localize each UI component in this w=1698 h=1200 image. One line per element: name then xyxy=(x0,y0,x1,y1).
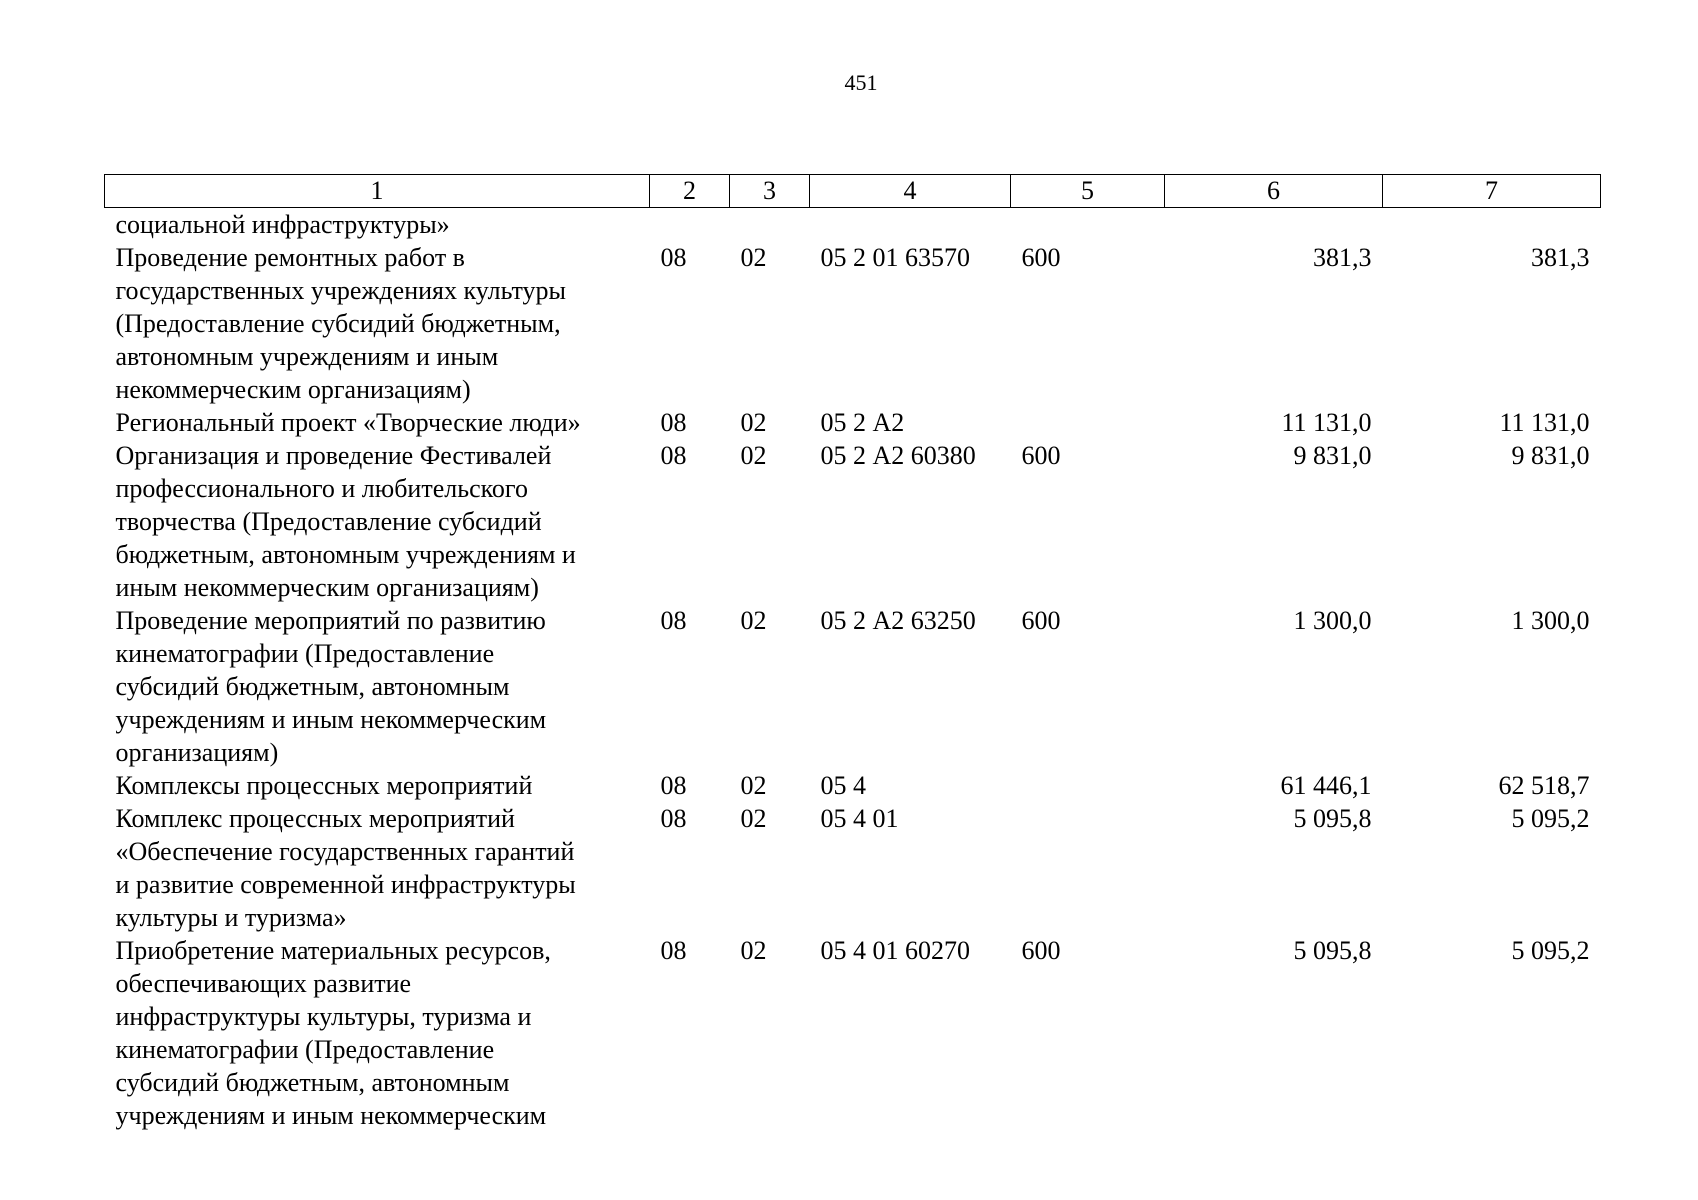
cell-target-article: 05 2 А2 63250 xyxy=(820,606,976,635)
cell-amount-2: 381,3 xyxy=(1531,243,1590,272)
cell-amount-2: 1 300,0 xyxy=(1511,606,1590,635)
cell-expense-type xyxy=(1011,406,1165,439)
cell-target-article: 05 4 01 60270 xyxy=(820,936,970,965)
cell-expense-type xyxy=(1011,802,1165,934)
header-col-1: 1 xyxy=(105,175,650,208)
cell-section: 08 xyxy=(660,243,687,272)
cell-target-article: 05 2 А2 xyxy=(820,408,905,437)
cell-amount-2: 5 095,2 xyxy=(1511,804,1590,833)
cell-subsection: 02 xyxy=(740,936,767,965)
cell-amount-1: 5 095,8 xyxy=(1293,936,1372,965)
cell-expense-type xyxy=(1011,208,1165,242)
cell-target-article: 05 4 xyxy=(820,771,866,800)
header-row xyxy=(105,175,1601,208)
cell-subsection: 02 xyxy=(740,606,767,635)
cell-target-article: 05 2 А2 60380 xyxy=(820,441,976,470)
cell-amount-1: 11 131,0 xyxy=(1281,408,1372,437)
cell-amount-2: 62 518,7 xyxy=(1498,771,1590,800)
header-col-2: 2 xyxy=(650,175,730,208)
cell-subsection xyxy=(730,208,810,242)
cell-target-article xyxy=(810,208,1011,242)
header-col-5: 5 xyxy=(1011,175,1165,208)
cell-section: 08 xyxy=(660,408,687,437)
cell-name: Комплекс процессных мероприятий «Обеспечение государственных гарантий и развитие современной инфраструктуры культуры и туризма» xyxy=(115,804,576,932)
budget-table xyxy=(104,174,1601,1132)
table-row xyxy=(105,802,1601,934)
table-row xyxy=(105,241,1601,406)
table-header xyxy=(105,175,1601,208)
cell-section: 08 xyxy=(660,771,687,800)
cell-amount-1: 381,3 xyxy=(1313,243,1372,272)
cell-name: Приобретение материальных ресурсов, обеспечивающих развитие инфраструктуры культуры, туризма и кинематографии (Предоставление субсидий бюджетным, автономным учреждениям и иным некоммерческим xyxy=(115,936,551,1130)
cell-section xyxy=(650,208,730,242)
table-row xyxy=(105,604,1601,769)
cell-section: 08 xyxy=(660,441,687,470)
cell-amount-1: 9 831,0 xyxy=(1293,441,1372,470)
cell-amount-2: 9 831,0 xyxy=(1511,441,1590,470)
page-number: 451 xyxy=(844,70,878,95)
header-col-6: 6 xyxy=(1165,175,1383,208)
cell-amount-1: 1 300,0 xyxy=(1293,606,1372,635)
cell-target-article: 05 2 01 63570 xyxy=(820,243,970,272)
cell-subsection: 02 xyxy=(740,243,767,272)
cell-subsection: 02 xyxy=(740,441,767,470)
cell-name: Проведение ремонтных работ в государственных учреждениях культуры (Предоставление субсидий бюджетным, автономным учреждениям и иным некоммерческим организациям) xyxy=(115,243,566,404)
cell-subsection: 02 xyxy=(740,771,767,800)
cell-section: 08 xyxy=(660,936,687,965)
cell-subsection: 02 xyxy=(740,804,767,833)
header-col-4: 4 xyxy=(810,175,1011,208)
table-body xyxy=(105,208,1601,1133)
cell-name: Проведение мероприятий по развитию кинематографии (Предоставление субсидий бюджетным, автономным учреждениям и иным некоммерческим организациям) xyxy=(115,606,547,767)
cell-expense-type: 600 xyxy=(1021,606,1061,635)
cell-target-article: 05 4 01 xyxy=(820,804,899,833)
table-row xyxy=(105,439,1601,604)
header-col-3: 3 xyxy=(730,175,810,208)
cell-name: Организация и проведение Фестивалей профессионального и любительского творчества (Предоставление субсидий бюджетным, автономным учреждениям и иным некоммерческим организациям) xyxy=(115,441,576,602)
cell-name: социальной инфраструктуры» xyxy=(115,210,450,239)
cell-subsection: 02 xyxy=(740,408,767,437)
cell-amount-1 xyxy=(1165,208,1383,242)
cell-amount-2: 5 095,2 xyxy=(1511,936,1590,965)
cell-expense-type: 600 xyxy=(1021,441,1061,470)
cell-name: Региональный проект «Творческие люди» xyxy=(115,408,581,437)
cell-amount-1: 5 095,8 xyxy=(1293,804,1372,833)
cell-expense-type: 600 xyxy=(1021,243,1061,272)
cell-expense-type xyxy=(1011,769,1165,802)
cell-amount-2 xyxy=(1383,208,1601,242)
cell-expense-type: 600 xyxy=(1021,936,1061,965)
cell-section: 08 xyxy=(660,606,687,635)
table-row xyxy=(105,934,1601,1132)
cell-name: Комплексы процессных мероприятий xyxy=(115,771,533,800)
cell-section: 08 xyxy=(660,804,687,833)
header-col-7: 7 xyxy=(1383,175,1601,208)
table-row xyxy=(105,208,1601,242)
table-row xyxy=(105,769,1601,802)
table-row xyxy=(105,406,1601,439)
cell-amount-1: 61 446,1 xyxy=(1280,771,1372,800)
cell-amount-2: 11 131,0 xyxy=(1499,408,1590,437)
